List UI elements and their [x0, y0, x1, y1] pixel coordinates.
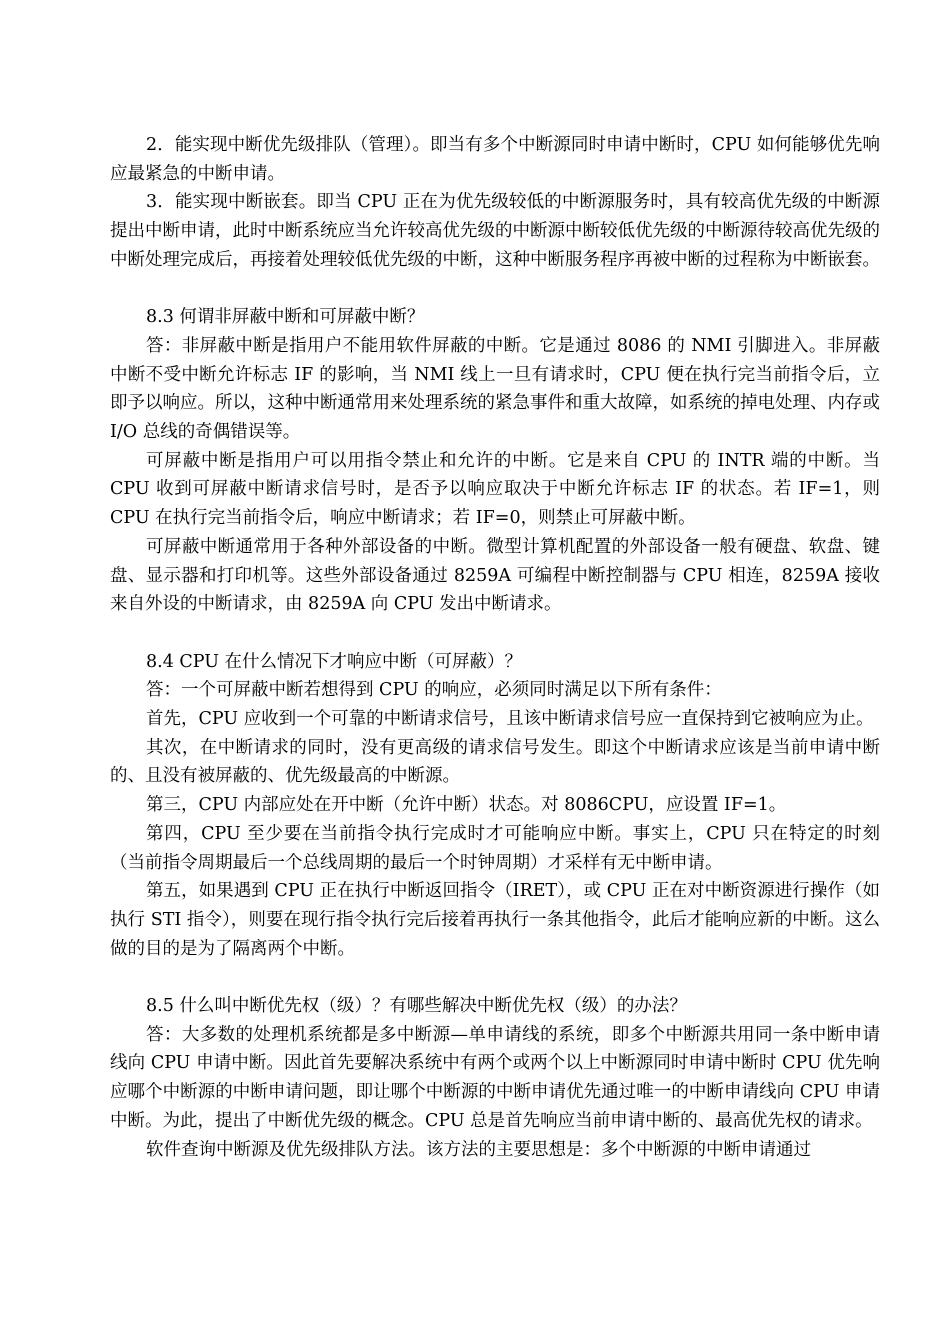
answer-8-5-concept: 答：大多数的处理机系统都是多中断源—单申请线的系统，即多个中断源共用同一条中断申请线向 CPU 申请中断。因此首先要解决系统中有两个或两个以上中断源同时申请中断时 CPU 优先响应哪个中断源的中断申请问题，即让哪个中断源的中断申请优先通过唯一的中断申请线向 CPU 申请中断。为此，提出了中断优先级的概念。CPU 总是首先响应当前申请中断的、最高优先权的请求。 — [110, 1024, 880, 1131]
answer-8-4-fourth: 第四，CPU 至少要在当前指令执行完成时才可能响应中断。事实上，CPU 只在特定的时刻（当前指令周期最后一个总线周期的最后一个时钟周期）才采样有无中断申请。 — [110, 823, 880, 873]
paragraph-priority-queue: 2．能实现中断优先级排队（管理）。即当有多个中断源同时申请中断时，CPU 如何能够优先响应最紧急的中断申请。 — [110, 135, 880, 184]
question-8-4: 8.4 CPU 在什么情况下才响应中断（可屏蔽）？ — [146, 651, 523, 672]
document-page — [110, 131, 880, 1164]
answer-8-5-software-query: 软件查询中断源及优先级排队方法。该方法的主要思想是：多个中断源的中断申请通过 — [146, 1139, 811, 1160]
answer-8-4-second: 其次，在中断请求的同时，没有更高级的请求信号发生。即这个中断请求应该是当前申请中断的、且没有被屏蔽的、优先级最高的中断源。 — [110, 737, 880, 787]
spacer — [110, 619, 880, 648]
answer-8-4-intro: 答：一个可屏蔽中断若想得到 CPU 的响应，必须同时满足以下所有条件： — [146, 680, 722, 701]
spacer — [110, 275, 880, 304]
paragraph-interrupt-nesting: 3．能实现中断嵌套。即当 CPU 正在为优先级较低的中断源服务时，具有较高优先级的中断源提出中断申请，此时中断系统应当允许较高优先级的中断源中断较低优先级的中断源待较高优先级的中断处理完成后，再接着处理较低优先级的中断，这种中断服务程序再被中断的过程称为中断嵌套。 — [110, 192, 880, 270]
answer-8-4-third: 第三，CPU 内部应处在开中断（允许中断）状态。对 8086CPU，应设置 IF=1。 — [146, 795, 787, 816]
question-8-5: 8.5 什么叫中断优先权（级）？有哪些解决中断优先权（级）的办法？ — [146, 996, 687, 1017]
answer-8-4-first: 首先，CPU 应收到一个可靠的中断请求信号，且该中断请求信号应一直保持到它被响应为止。 — [146, 709, 874, 730]
answer-8-3-devices: 可屏蔽中断通常用于各种外部设备的中断。微型计算机配置的外部设备一般有硬盘、软盘、键盘、显示器和打印机等。这些外部设备通过 8259A 可编程中断控制器与 CPU 相连，8259A 接收来自外设的中断请求，由 8259A 向 CPU 发出中断请求。 — [110, 536, 880, 615]
answer-8-3-nmi: 答：非屏蔽中断是指用户不能用软件屏蔽的中断。它是通过 8086 的 NMI 引脚进入。非屏蔽中断不受中断允许标志 IF 的影响，当 NMI 线上一旦有请求时，CPU 便在执行完当前指令后，立即予以响应。所以，这种中断通常用来处理系统的紧急事件和重大故障，如系统的掉电处理、内存或 I/O 总线的奇偶错误等。 — [110, 335, 880, 443]
answer-8-3-intr: 可屏蔽中断是指用户可以用指令禁止和允许的中断。它是来自 CPU 的 INTR 端的中断。当 CPU 收到可屏蔽中断请求信号时，是否予以响应取决于中断允许标志 IF 的状态。若 IF=1，则 CPU 在执行完当前指令后，响应中断请求；若 IF=0，则禁止可屏蔽中断。 — [110, 450, 880, 529]
spacer — [110, 963, 880, 992]
question-8-3: 8.3 何谓非屏蔽中断和可屏蔽中断？ — [146, 307, 425, 328]
answer-8-4-fifth: 第五，如果遇到 CPU 正在执行中断返回指令（IRET），或 CPU 正在对中断资源进行操作（如执行 STI 指令），则要在现行指令执行完后接着再执行一条其他指令，此后才能响应新的中断。这么做的目的是为了隔离两个中断。 — [110, 881, 880, 959]
